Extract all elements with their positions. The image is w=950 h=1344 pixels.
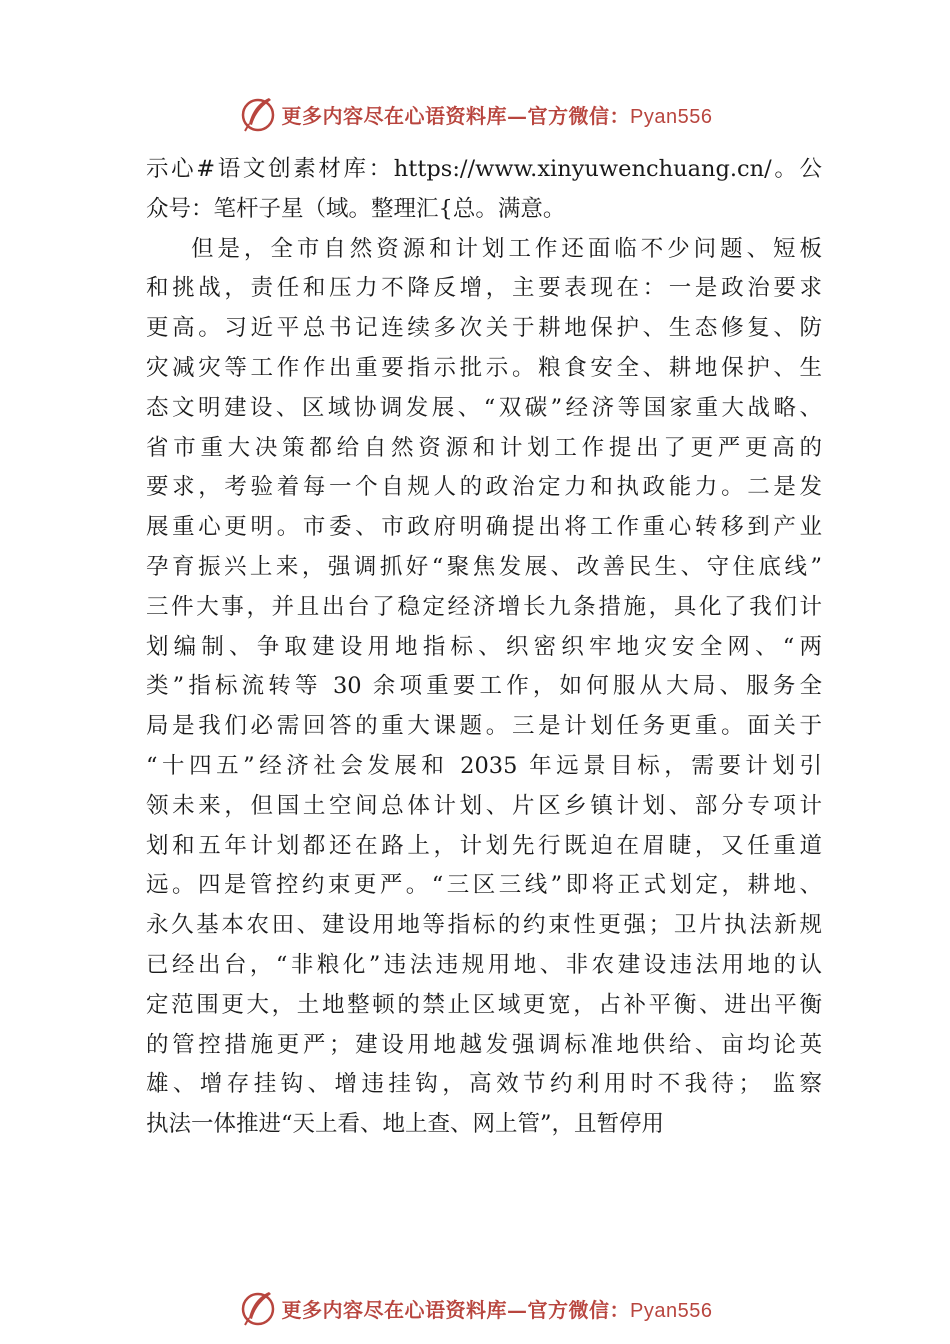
body-line: 划编制、争取建设用地指标、织密织牢地灾安全网、“两 bbox=[146, 633, 822, 660]
footer-banner-text bbox=[282, 1294, 713, 1323]
body-line: “十四五”经济社会发展和 2035 年远景目标，需要计划引 bbox=[146, 752, 822, 779]
body-line: 领未来，但国土空间总体计划、片区乡镇计划、部分专项计 bbox=[146, 792, 822, 819]
body-line: 态文明建设、区域协调发展、“双碳”经济等国家重大战略、 bbox=[146, 394, 822, 421]
body-line: 众号：笔杆子星（域。整理汇{总。满意。 bbox=[146, 195, 566, 222]
body-line: 更高。习近平总书记连续多次关于耕地保护、生态修复、防 bbox=[146, 315, 822, 342]
body-line: 定范围更大，土地整顿的禁止区域更宽，占补平衡、进出平衡 bbox=[146, 991, 822, 1018]
body-line: 永久基本农田、建设用地等指标的约束性更强；卫片执法新规 bbox=[146, 912, 822, 939]
body-line: 省市重大决策都给自然资源和计划工作提出了更严更高的 bbox=[146, 434, 822, 461]
header-banner-wechat-id: Pyan556 bbox=[630, 105, 713, 128]
body-line: 划和五年计划都还在路上，计划先行既迫在眉睫，又任重道 bbox=[146, 832, 822, 859]
body-line: 执法一体推进“天上看、地上查、网上管”，且暂停用 bbox=[146, 1111, 665, 1138]
footer-banner-cn: 更多内容尽在心语资料库—官方微信： bbox=[281, 1297, 631, 1322]
feather-pen-circle-logo-icon bbox=[238, 94, 278, 134]
body-line: 要求，考验着每一个自规人的政治定力和执政能力。二是发 bbox=[146, 474, 822, 501]
header-banner bbox=[0, 92, 950, 136]
footer-banner-wechat-id: Pyan556 bbox=[630, 1299, 713, 1322]
body-line: 雄、增存挂钩、增违挂钩，高效节约利用时不我待； 监察 bbox=[146, 1071, 822, 1098]
footer-banner bbox=[0, 1286, 950, 1330]
document-body bbox=[146, 150, 822, 1145]
body-line: 局是我们必需回答的重大课题。三是计划任务更重。面关于 bbox=[146, 713, 822, 740]
body-line: 远。四是管控约束更严。“三区三线”即将正式划定，耕地、 bbox=[146, 872, 822, 899]
body-line: 展重心更明。市委、市政府明确提出将工作重心转移到产业 bbox=[146, 514, 822, 541]
body-line: 类”指标流转等 30 余项重要工作，如何服从大局、服务全 bbox=[146, 673, 822, 700]
body-line: 三件大事，并且出台了稳定经济增长九条措施，具化了我们计 bbox=[146, 593, 822, 620]
body-line: 已经出台，“非粮化”违法违规用地、非农建设违法用地的认 bbox=[146, 951, 822, 978]
body-line: 的管控措施更严；建设用地越发强调标准地供给、亩均论英 bbox=[146, 1031, 822, 1058]
feather-pen-circle-logo-icon bbox=[238, 1288, 278, 1328]
header-banner-cn: 更多内容尽在心语资料库—官方微信： bbox=[281, 103, 631, 128]
body-line: 但是，全市自然资源和计划工作还面临不少问题、短板 bbox=[191, 235, 822, 262]
header-banner-text bbox=[282, 100, 713, 129]
body-line: 和挑战，责任和压力不降反增，主要表现在：一是政治要求 bbox=[146, 275, 822, 302]
body-line: 孕育振兴上来，强调抓好“聚焦发展、改善民生、守住底线” bbox=[146, 553, 822, 580]
body-line: 示心#语文创素材库：https://www.xinyuwenchuang.cn/。公 bbox=[146, 156, 822, 182]
body-line: 灾减灾等工作作出重要指示批示。粮食安全、耕地保护、生 bbox=[146, 354, 822, 381]
